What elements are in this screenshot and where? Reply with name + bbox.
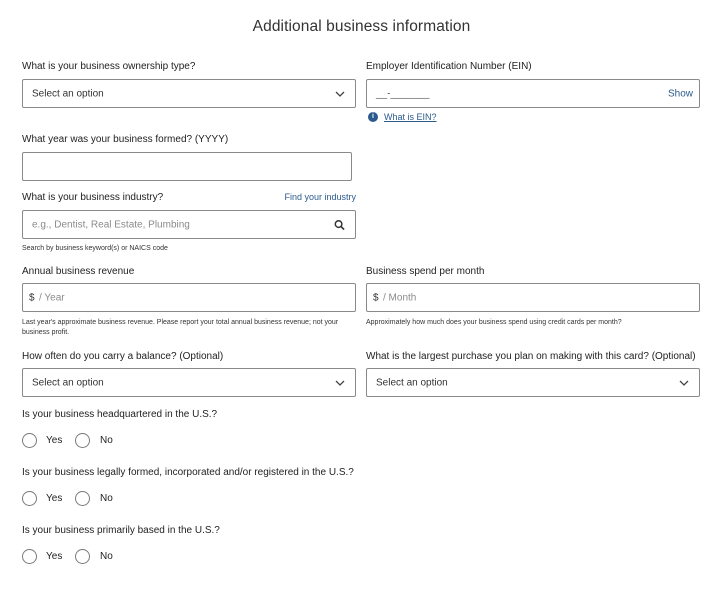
- search-icon[interactable]: [334, 219, 345, 230]
- hq-us-yes-label[interactable]: Yes: [46, 435, 63, 446]
- spend-helper: Approximately how much does your business spend using credit cards per month?: [366, 319, 622, 326]
- spend-input[interactable]: [366, 283, 700, 312]
- chevron-down-icon: [678, 377, 690, 389]
- balance-selected-value: Select an option: [32, 377, 104, 388]
- ein-input[interactable]: [366, 79, 700, 108]
- based-us-no-radio[interactable]: [75, 549, 90, 564]
- ownership-select[interactable]: [22, 79, 356, 108]
- formed-us-label: Is your business legally formed, incorporated and/or registered in the U.S.?: [22, 467, 354, 478]
- ein-mask: __-_______: [376, 88, 430, 99]
- year-formed-label: What year was your business formed? (YYYY): [22, 134, 229, 145]
- hq-us-no-label[interactable]: No: [100, 435, 113, 446]
- ownership-selected-value: Select an option: [32, 88, 104, 99]
- what-is-ein-link[interactable]: What is EIN?: [384, 112, 437, 122]
- based-us-label: Is your business primarily based in the U.S.?: [22, 525, 220, 536]
- hq-us-label: Is your business headquartered in the U.S.?: [22, 409, 218, 420]
- industry-label: What is your business industry?: [22, 192, 164, 203]
- balance-select[interactable]: [22, 368, 356, 397]
- formed-us-yes-label[interactable]: Yes: [46, 493, 63, 504]
- spend-placeholder: / Month: [383, 292, 417, 303]
- balance-label: How often do you carry a balance? (Optional): [22, 351, 224, 362]
- info-icon: i: [368, 112, 378, 122]
- ein-label: Employer Identification Number (EIN): [366, 61, 532, 72]
- year-formed-input[interactable]: [22, 152, 352, 181]
- chevron-down-icon: [334, 88, 346, 100]
- based-us-yes-radio[interactable]: [22, 549, 37, 564]
- industry-search-input[interactable]: [22, 210, 356, 239]
- largest-purchase-select[interactable]: [366, 368, 700, 397]
- revenue-prefix: $: [29, 292, 35, 303]
- revenue-helper: Last year's approximate business revenue. Please report your total annual business revenue; not your business profit.: [22, 319, 339, 336]
- formed-us-yes-radio[interactable]: [22, 491, 37, 506]
- revenue-input[interactable]: [22, 283, 356, 312]
- largest-purchase-label: What is the largest purchase you plan on making with this card? (Optional): [366, 351, 696, 362]
- find-industry-link[interactable]: Find your industry: [284, 192, 356, 202]
- formed-us-no-label[interactable]: No: [100, 493, 113, 504]
- hq-us-yes-radio[interactable]: [22, 433, 37, 448]
- industry-helper: Search by business keyword(s) or NAICS code: [22, 245, 168, 252]
- hq-us-no-radio[interactable]: [75, 433, 90, 448]
- chevron-down-icon: [334, 377, 346, 389]
- show-ein-button[interactable]: Show: [667, 88, 693, 99]
- industry-placeholder: e.g., Dentist, Real Estate, Plumbing: [32, 219, 190, 230]
- spend-label: Business spend per month: [366, 266, 485, 277]
- based-us-no-label[interactable]: No: [100, 551, 113, 562]
- revenue-placeholder: / Year: [39, 292, 65, 303]
- formed-us-no-radio[interactable]: [75, 491, 90, 506]
- spend-prefix: $: [373, 292, 379, 303]
- based-us-yes-label[interactable]: Yes: [46, 551, 63, 562]
- ownership-label: What is your business ownership type?: [22, 61, 196, 72]
- revenue-label: Annual business revenue: [22, 266, 135, 277]
- page-title: Additional business information: [252, 18, 471, 35]
- largest-purchase-selected-value: Select an option: [376, 377, 448, 388]
